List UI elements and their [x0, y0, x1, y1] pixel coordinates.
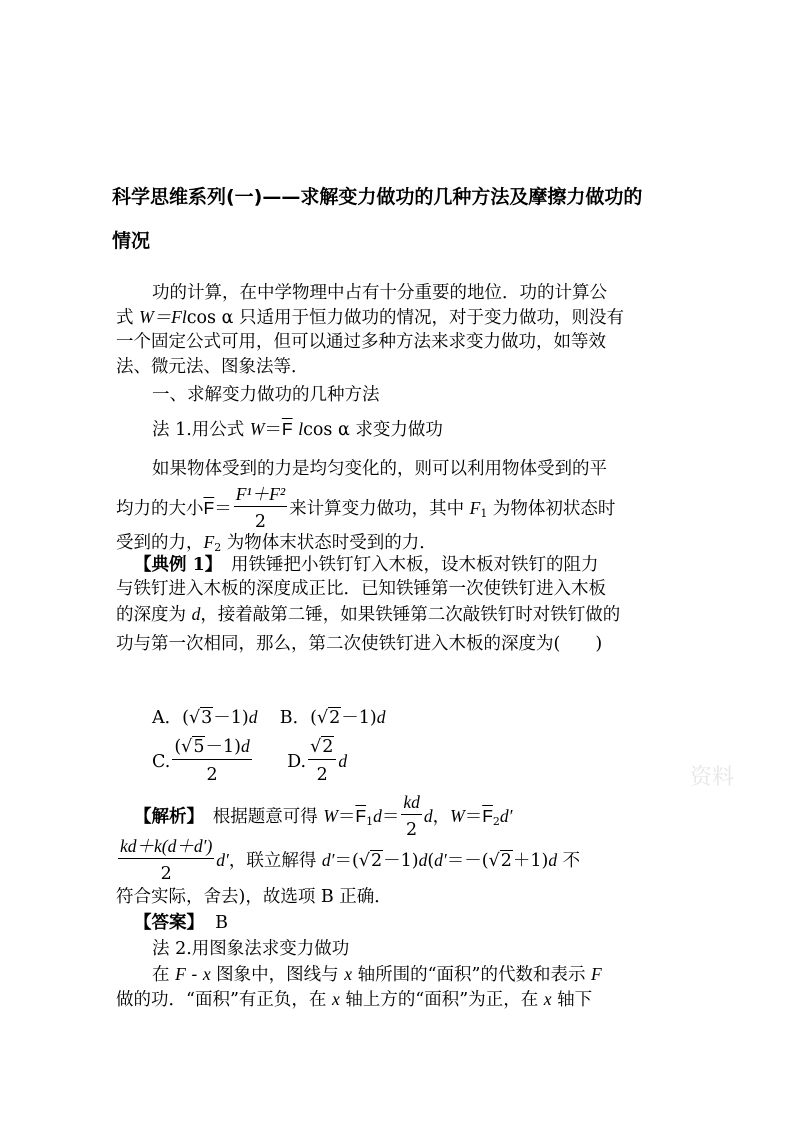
- doc-title-line-1: 科学思维系列(一)——求解变力做功的几种方法及摩擦力做功的: [112, 186, 643, 208]
- sqrt-5: √5: [181, 737, 205, 757]
- radicand: 2: [370, 851, 383, 871]
- symbol-x: x: [331, 989, 340, 1009]
- radicand: 5: [193, 737, 205, 757]
- symbol-x: x: [543, 989, 552, 1009]
- fraction-numerator: F¹＋F²: [234, 482, 287, 507]
- method1-text: cos α 求变力做功: [303, 420, 443, 440]
- option-a: [152, 708, 257, 728]
- text: -: [185, 965, 203, 985]
- fraction-numerator: [308, 735, 336, 760]
- symbol-d: d: [548, 850, 558, 870]
- example-tag: 【典例 1】: [134, 555, 214, 575]
- option-b-label: B．(: [279, 708, 317, 728]
- fraction-denominator: 2: [316, 764, 328, 785]
- text: ＝(: [334, 851, 359, 871]
- equals-sign: ＝: [337, 807, 356, 827]
- analysis-tag: 【解析】: [134, 807, 196, 827]
- doc-title-line-2: 情况: [112, 230, 151, 252]
- subscript: 2: [214, 541, 222, 554]
- method2-line-1: [152, 963, 602, 986]
- sqrt-3: √3: [188, 708, 213, 728]
- equals-sign: ＝: [381, 807, 400, 827]
- intro-text: 式: [116, 308, 140, 328]
- sqrt-2: √2: [310, 736, 334, 757]
- text: ，接着敲第二锤，如果铁锤第二次敲铁钉时对铁钉做的: [200, 605, 621, 625]
- symbol-f: F: [175, 964, 186, 984]
- equals-sign: ＝: [214, 499, 232, 519]
- symbol-l: l: [298, 419, 304, 439]
- option-a-b: [152, 706, 385, 729]
- symbol-f: F: [469, 498, 481, 518]
- formula-cos: cos α: [186, 308, 234, 328]
- symbol-d: d: [423, 806, 433, 826]
- radicand: 2: [322, 736, 334, 757]
- intro-text: 只适用于恒力做功的情况，对于变力做功，则没有: [233, 308, 624, 328]
- option-b: [280, 708, 386, 728]
- section-heading: 一、求解变力做功的几种方法: [152, 385, 380, 405]
- symbol-x: x: [202, 964, 211, 984]
- analysis-line-3: 符合实际，舍去)，故选项 B 正确．: [116, 887, 392, 907]
- symbol-d-prime: d′: [216, 850, 229, 870]
- fraction-denominator: 2: [254, 512, 266, 532]
- symbol-x: x: [344, 964, 353, 984]
- fraction: [172, 734, 251, 790]
- answer-tag: 【答案】: [134, 913, 204, 933]
- option-d-label: D.: [287, 751, 307, 772]
- subscript: 2: [492, 815, 500, 828]
- text: 根据题意可得: [195, 807, 324, 827]
- answer-value: B: [215, 913, 229, 933]
- text: －1): [213, 708, 249, 728]
- symbol-f-bar: $\overline{F}$: [281, 419, 293, 439]
- text: 在: [152, 965, 176, 985]
- radicand: 3: [201, 708, 213, 728]
- option-a-label: A．(: [152, 708, 189, 728]
- comma: ，: [432, 807, 451, 827]
- fraction-numerator: kd: [401, 790, 422, 815]
- watermark: 资料: [690, 765, 735, 790]
- option-c-label: C.: [152, 751, 171, 772]
- method1-heading: [152, 418, 443, 441]
- text: 为物体初状态时: [487, 499, 616, 519]
- text: 轴上方的“面积”为正，在: [339, 990, 544, 1010]
- symbol-w: W: [249, 419, 265, 439]
- text: 的深度为: [116, 605, 192, 625]
- symbol-f: F: [591, 964, 602, 984]
- formula-w-fl: W＝Fl: [139, 307, 187, 327]
- fraction-denominator: 2: [206, 765, 218, 785]
- method1-paragraph-1: 如果物体受到的力是均匀变化的，则可以利用物体受到的平: [152, 459, 607, 479]
- subscript: 1: [366, 815, 374, 828]
- fraction-numerator: kd＋k(d＋d′): [118, 834, 214, 859]
- intro-line-3: 一个固定公式可用，但可以通过多种方法来求变力做功，如等效: [116, 332, 606, 352]
- text: 不: [557, 851, 581, 871]
- fraction: [118, 834, 214, 889]
- example1-line-4: 功与第一次相同，那么，第二次使铁钉进入木板的深度为( ): [116, 634, 603, 654]
- fraction-average-force: [234, 482, 287, 537]
- text: 做的功．“面积”有正负，在: [116, 990, 332, 1010]
- symbol-d: d: [191, 604, 201, 624]
- radicand: 2: [329, 708, 341, 728]
- intro-line-1: 功的计算，在中学物理中占有十分重要的地位．功的计算公: [152, 283, 607, 303]
- equals-sign: ＝: [264, 420, 282, 440]
- text: (: [427, 851, 435, 871]
- symbol-d-prime: d′: [321, 850, 335, 870]
- text: 轴所围的“面积”的代数和表示: [352, 965, 592, 985]
- symbol-d: d: [376, 707, 386, 727]
- text: ＋1): [512, 851, 549, 871]
- equals-sign: ＝: [464, 807, 483, 827]
- sqrt-2: √2: [316, 708, 341, 728]
- text: －1): [383, 851, 419, 871]
- fraction-denominator: 2: [160, 864, 172, 884]
- option-d: [287, 736, 348, 785]
- text: 轴下: [551, 990, 593, 1010]
- symbol-f-bar: $\overline{F}$: [355, 806, 367, 826]
- text: 为物体末状态时受到的力．: [221, 533, 437, 553]
- example1-line-2: 与铁钉进入木板的深度成正比．已知铁锤第一次使铁钉进入木板: [116, 579, 606, 599]
- sqrt-2: √2: [358, 851, 383, 871]
- symbol-w: W: [323, 806, 338, 826]
- example1-line-3: [116, 603, 620, 626]
- text: －1): [341, 708, 377, 728]
- method1-text: 法 1.用公式: [152, 420, 250, 440]
- subscript: 1: [480, 507, 488, 520]
- symbol-f-bar: $\overline{F}$: [482, 806, 493, 826]
- method2-line-2: [116, 988, 592, 1011]
- symbol-d: d: [418, 850, 428, 870]
- symbol-d: d: [373, 806, 382, 826]
- symbol-w: W: [450, 806, 465, 826]
- text: 来计算变力做功，其中: [289, 499, 470, 519]
- option-c-d: [152, 734, 347, 790]
- analysis-line-2: [116, 834, 580, 889]
- symbol-f: F: [203, 532, 215, 552]
- text: ，联立解得: [228, 851, 322, 871]
- symbol-f-bar: $\overline{F}$: [203, 498, 215, 518]
- symbol-d-prime: d′: [434, 850, 447, 870]
- text: －1): [205, 737, 241, 757]
- method1-paragraph-2: [116, 482, 615, 537]
- symbol-d: d: [338, 750, 348, 771]
- radicand: 2: [500, 851, 512, 871]
- option-c: [152, 736, 254, 785]
- intro-line-2: [116, 306, 624, 329]
- fraction-numerator: [172, 734, 251, 760]
- text: 图象中，图线与: [210, 965, 345, 985]
- method2-heading: 法 2.用图象法求变力做功: [152, 939, 350, 959]
- symbol-d: d: [248, 707, 258, 727]
- intro-line-4: 法、微元法、图象法等．: [116, 357, 309, 377]
- answer-line: [134, 912, 228, 934]
- text: (: [174, 737, 182, 757]
- text: 受到的力，: [116, 533, 204, 553]
- symbol-d-prime: d′: [499, 806, 513, 826]
- sqrt-2: √2: [488, 851, 512, 871]
- example1-line-1: [134, 554, 599, 576]
- symbol-d: d: [240, 736, 250, 756]
- text: 均力的大小: [116, 499, 204, 519]
- fraction-denominator: 2: [406, 820, 418, 840]
- fraction: [308, 735, 336, 790]
- text: 用铁锤把小铁钉钉入木板，设木板对铁钉的阻力: [213, 555, 599, 575]
- text: ＝－(: [446, 851, 489, 871]
